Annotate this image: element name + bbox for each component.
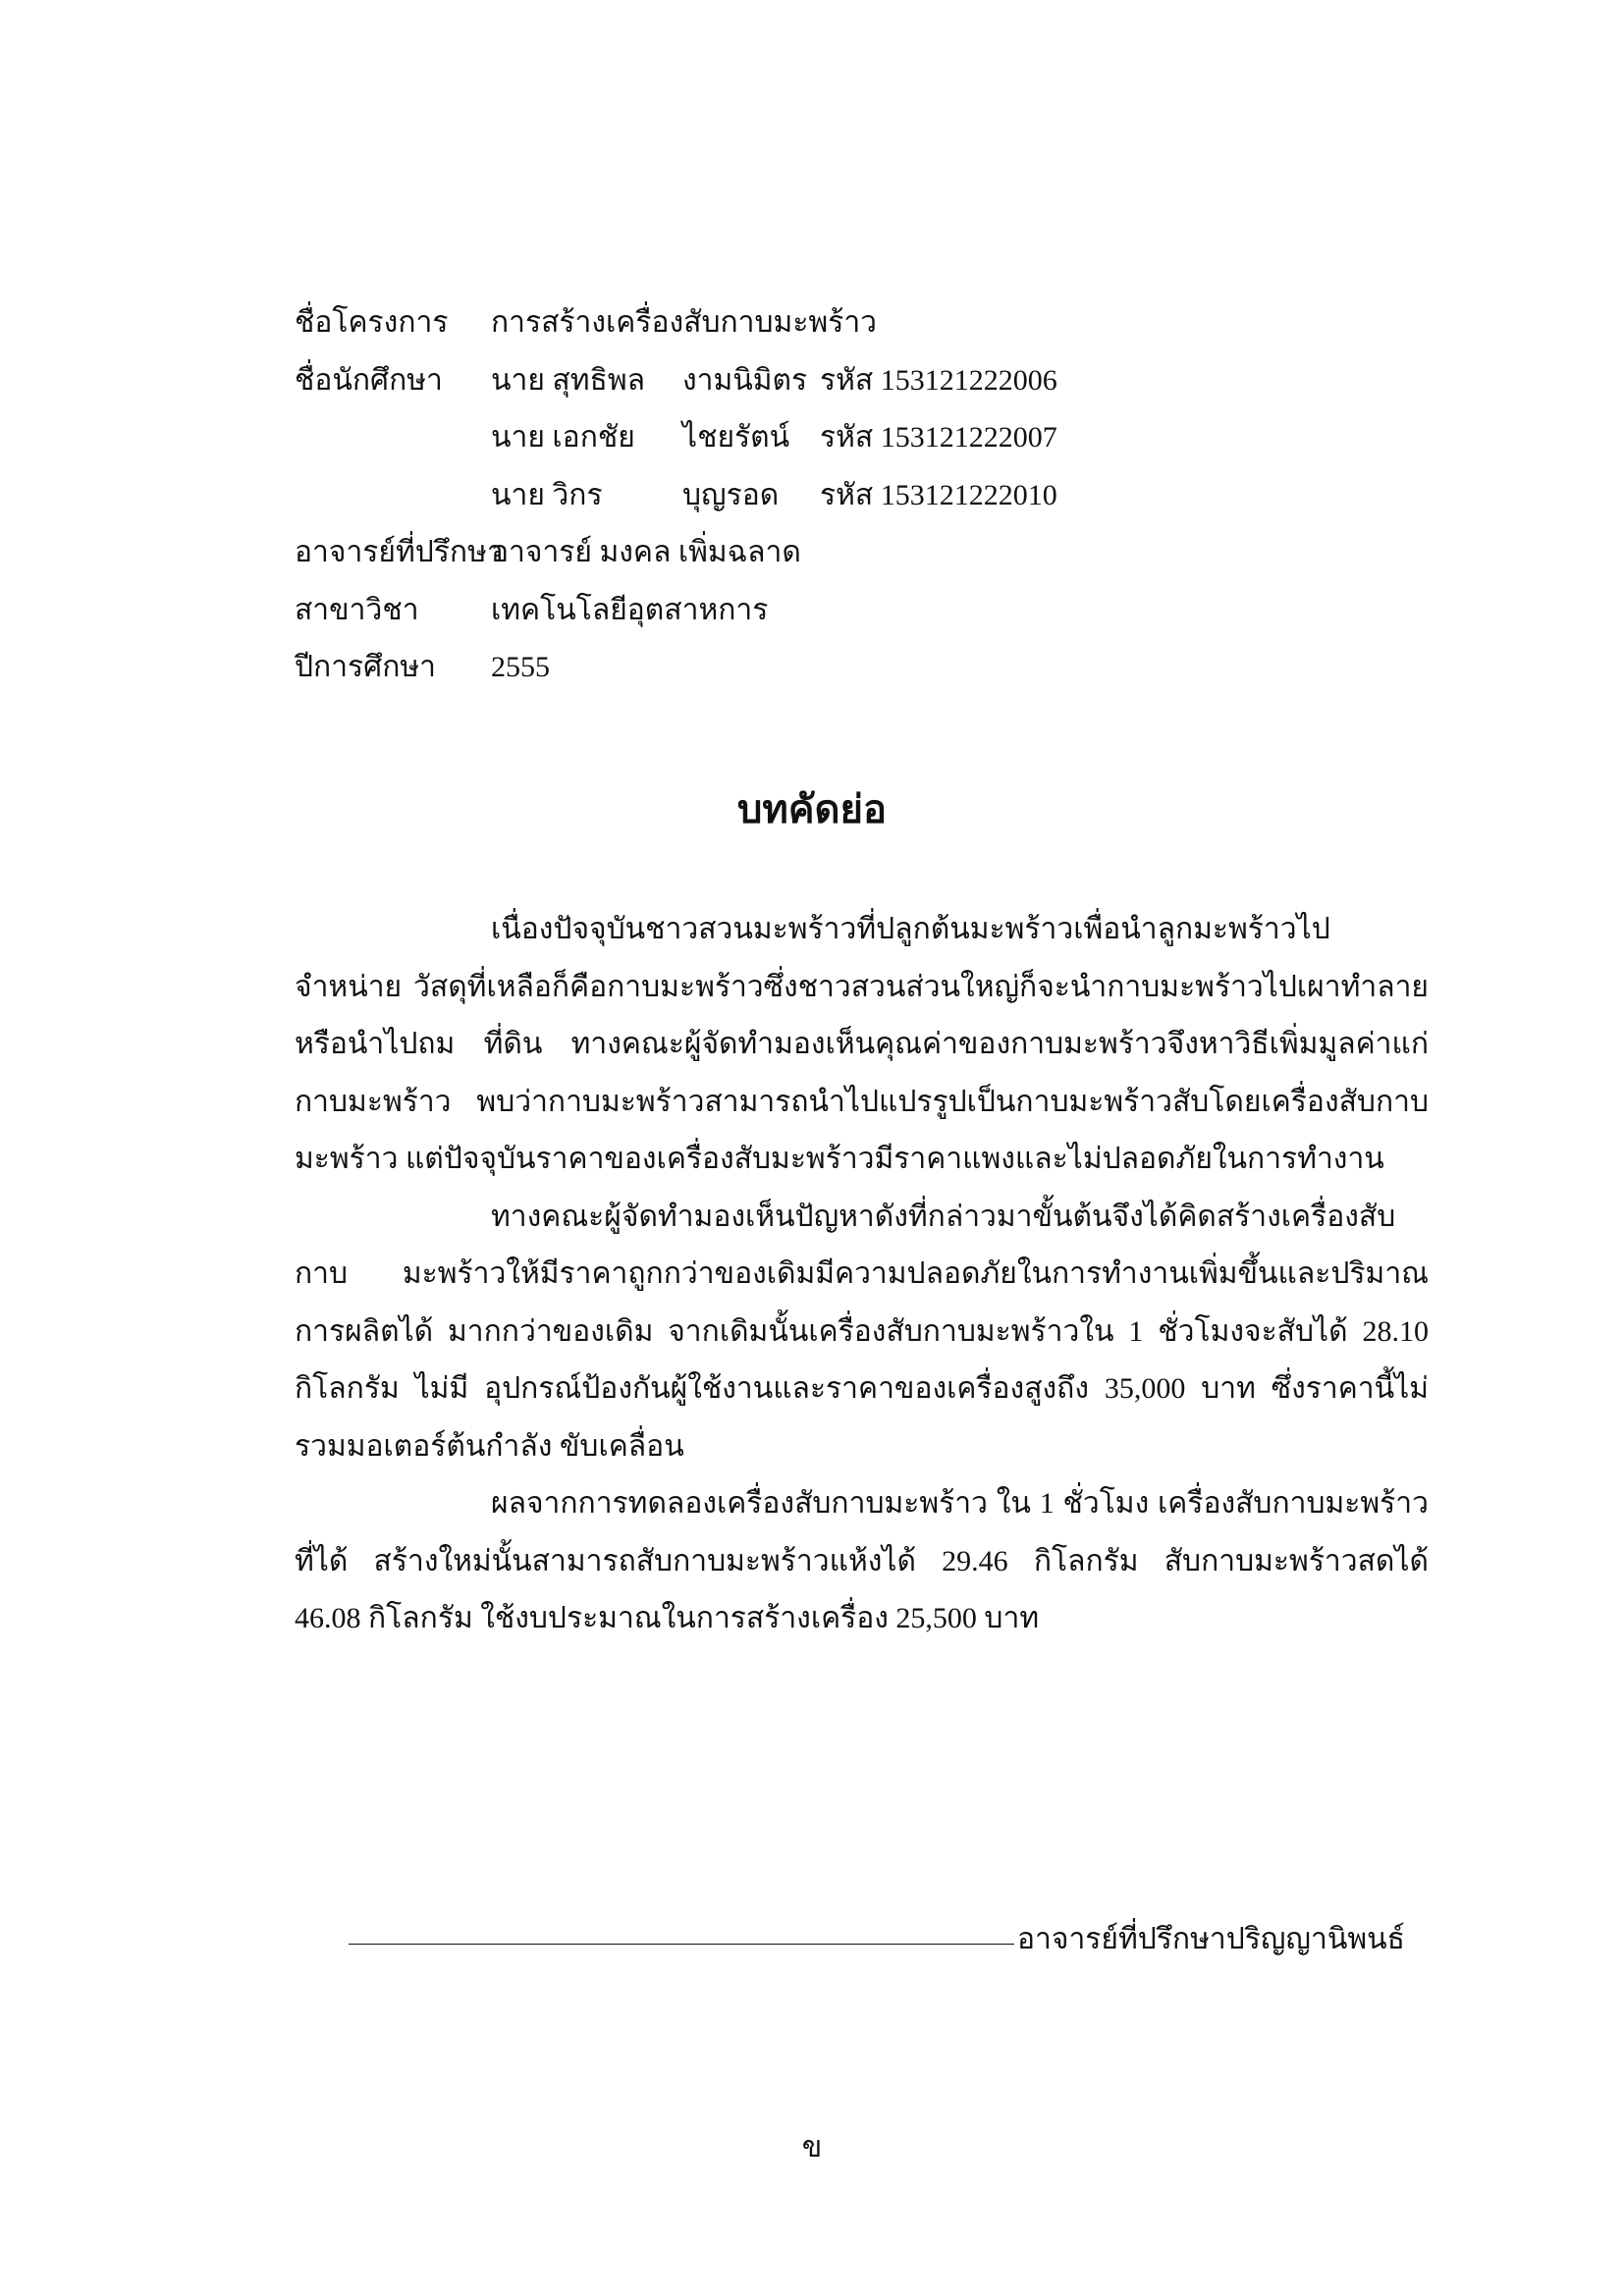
advisor-row (295, 524, 1424, 582)
academic-year-row (295, 639, 1424, 697)
project-name-value: การสร้างเครื่องสับกาบมะพร้าว (491, 306, 878, 339)
major-label: สาขาวิชา (295, 593, 419, 626)
student-surname: บุญรอด (682, 478, 780, 511)
signature-label: อาจารย์ที่ปรึกษาปริญญานิพนธ์ (1017, 1923, 1405, 1955)
student-row (295, 352, 1424, 410)
advisor-value: อาจารย์ มงคล เพิ่มฉลาด (491, 536, 801, 568)
project-name-label: ชื่อโครงการ (295, 306, 449, 339)
academic-year-label: ปีการศึกษา (295, 651, 436, 683)
student-code: รหัส 153121222006 (820, 363, 1057, 397)
student-name: นาย สุทธิพล (491, 363, 645, 397)
student-row (295, 467, 1424, 525)
student-code: รหัส 153121222007 (820, 421, 1057, 454)
advisor-label: อาจารย์ที่ปรึกษา (295, 536, 504, 568)
page-number: ข (801, 2131, 823, 2163)
students-label: ชื่อนักศึกษา (295, 363, 443, 397)
abstract-title: บทคัดย่อ (737, 787, 887, 831)
abstract-paragraph: ผลจากการทดลองเครื่องสับกาบมะพร้าว ใน 1 ชั่วโมง เครื่องสับกาบมะพร้าวที่ได้ สร้างใหม่นั้นสามารถสับกาบมะพร้าวแห้งได้ 29.46 กิโลกรัม สับกาบมะพร้าวสดได้ 46.08 กิโลกรัม ใช้งบประมาณในการสร้างเครื่อง 25,500 บาท (295, 1487, 1429, 1634)
student-code: รหัส 153121222010 (820, 478, 1057, 511)
student-name: นาย เอกชัย (491, 421, 635, 454)
student-row (295, 409, 1424, 467)
major-row (295, 582, 1424, 640)
student-name: นาย วิกร (491, 478, 603, 511)
abstract-paragraph: ทางคณะผู้จัดทำมองเห็นปัญหาดังที่กล่าวมาขั้นต้นจึงได้คิดสร้างเครื่องสับกาบ มะพร้าวให้มีราคาถูกกว่าของเดิมมีความปลอดภัยในการทำงานเพิ่มขึ้นและปริมาณการผลิตได้ มากกว่าของเดิม จากเดิมนั้นเครื่องสับกาบมะพร้าวใน 1 ชั่วโมงจะสับได้ 28.10 กิโลกรัม ไม่มี อุปกรณ์ป้องกันผู้ใช้งานและราคาของเครื่องสูงถึง 35,000 บาท ซึ่งราคานี้ไม่รวมมอเตอร์ต้นกำลัง ขับเคลื่อน (295, 1200, 1429, 1463)
signature-line (349, 1944, 1014, 1945)
major-value: เทคโนโลยีอุตสาหการ (491, 593, 769, 626)
student-surname: ไชยรัตน์ (682, 421, 790, 454)
student-surname: งามนิมิตร (682, 363, 808, 397)
abstract-paragraph: เนื่องปัจจุบันชาวสวนมะพร้าวที่ปลูกต้นมะพร้าวเพื่อนำลูกมะพร้าวไปจำหน่าย วัสดุที่เหลือก็คือกาบมะพร้าวซึ่งชาวสวนส่วนใหญ่ก็จะนำกาบมะพร้าวไปเผาทำลายหรือนำไปถม ที่ดิน ทางคณะผู้จัดทำมองเห็นคุณค่าของกาบมะพร้าวจึงหาวิธีเพิ่มมูลค่าแก่กาบมะพร้าว พบว่ากาบมะพร้าวสามารถนำไปแปรรูปเป็นกาบมะพร้าวสับโดยเครื่องสับกาบมะพร้าว แต่ปัจจุบันราคาของเครื่องสับมะพร้าวมีราคาแพงและไม่ปลอดภัยในการทำงาน (295, 913, 1429, 1175)
project-info-block (295, 294, 1424, 697)
project-name-row (295, 294, 1424, 352)
academic-year-value: 2555 (491, 651, 550, 683)
abstract-body (295, 901, 1429, 1648)
